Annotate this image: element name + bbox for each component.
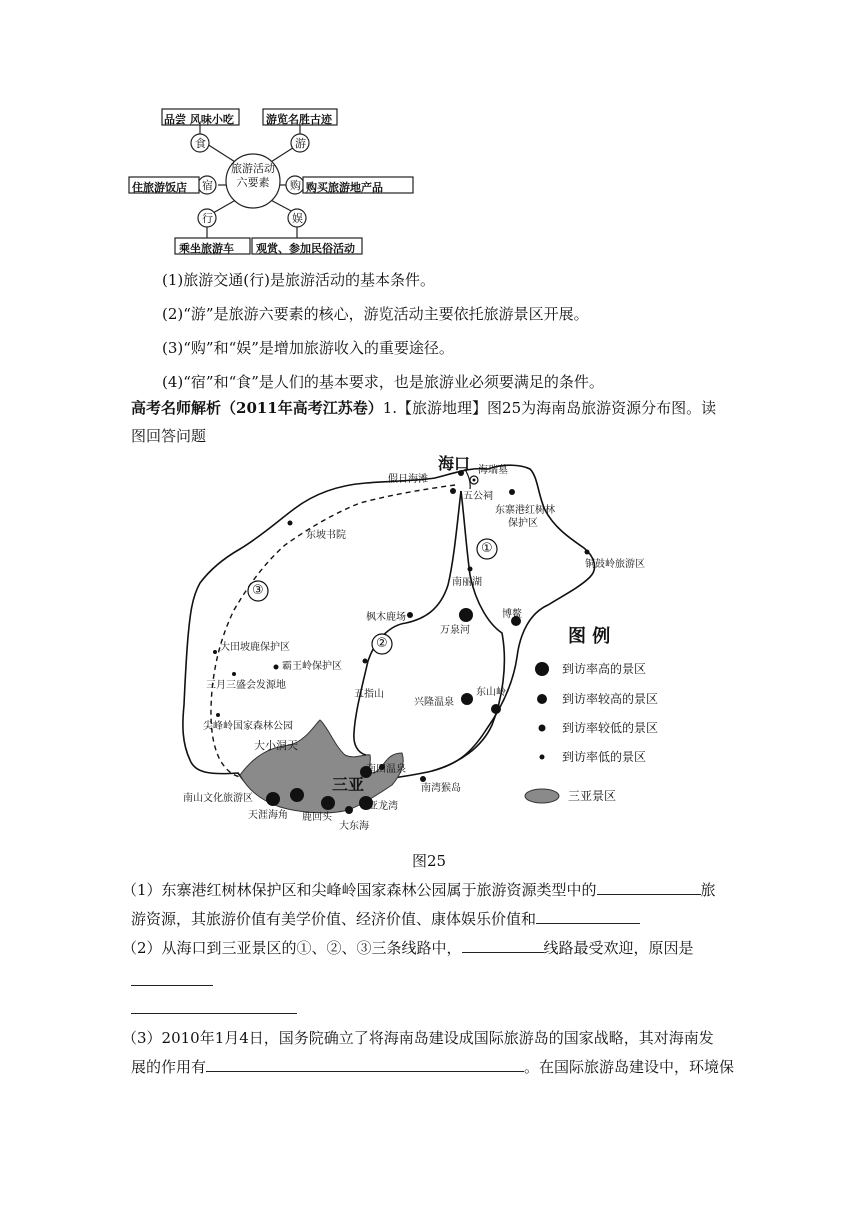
question-intro-rest: 1.【旅游地理】图25为海南岛旅游资源分布图。读 [382,399,717,417]
legend-item-sanya: 三亚景区 [568,789,617,803]
node-label-shi: 品尝 风味小吃 [164,113,234,126]
answer-blank-2a[interactable] [462,938,544,953]
label-wugongci: 五公祠 [463,491,493,502]
label-nanwanhoudao: 南湾猴岛 [421,783,461,794]
legend-item-high: 到访率高的景区 [562,662,647,676]
diagram-center-line1: 旅游活动 [231,162,275,175]
label-sanyuesan: 三月三盛会发源地 [206,680,286,691]
label-jiarihaitan: 假日海滩 [388,474,428,485]
label-sanya: 三亚 [332,775,365,794]
label-nantianwenquan: 南田温泉 [366,764,406,775]
label-nanshan: 南山文化旅游区 [183,793,253,804]
node-char-su: 宿 [202,179,213,192]
point-2: (2)“游”是旅游六要素的核心，游览活动主要依托旅游景区开展。 [162,305,589,323]
question-1-line1 [122,880,716,900]
point-4: (4)“宿”和“食”是人们的基本要求，也是旅游业必须要满足的条件。 [162,373,604,391]
question-intro-bold: 高考名师解析（2011年高考江苏卷） [131,399,383,417]
question-3-text-b: 展的作用有 [131,1058,207,1076]
label-route2: ② [376,636,388,651]
map-labels [170,455,690,840]
label-route1: ① [481,541,493,556]
node-char-gou: 购 [290,179,301,192]
node-label-su: 住旅游饭店 [132,181,187,194]
answer-blank-2c[interactable] [131,1013,297,1014]
legend-item-fairly-low: 到访率较低的景区 [562,721,659,735]
label-daxiaodongtian: 大小洞天 [254,739,298,752]
node-label-yu: 观赏、参加民俗活动 [256,242,355,255]
question-1-line2 [131,909,640,929]
label-dongzhaigang1: 东寨港红树林 [495,505,555,516]
answer-blank-1a[interactable] [597,880,701,895]
label-haikou: 海口 [438,454,471,473]
question-intro [131,398,716,418]
node-char-you: 游 [295,137,306,150]
question-2-text-a: （2）从海口到三亚景区的①、②、③三条线路中， [122,939,462,957]
label-xinglong: 兴隆温泉 [414,697,454,708]
label-tianya: 天涯海角 [248,810,288,821]
legend-item-fairly-high: 到访率较高的景区 [562,692,659,706]
answer-blank-1b[interactable] [536,909,640,924]
question-1-text-c: 游资源，其旅游价值有美学价值、经济价值、康体娱乐价值和 [131,910,537,928]
legend-item-low: 到访率低的景区 [562,750,647,764]
label-route3: ③ [252,583,264,598]
point-1: (1)旅游交通(行)是旅游活动的基本条件。 [162,271,435,289]
question-3-text-c: 。在国际旅游岛建设中，环境保 [524,1058,735,1076]
question-1-text-a: （1）东寨港红树林保护区和尖峰岭国家森林公园属于旅游资源类型中的 [122,881,597,899]
node-label-xing: 乘坐旅游车 [179,242,234,255]
label-dongshanling: 东山岭 [476,687,506,698]
label-boao: 博鳌 [502,609,522,620]
label-dongzhaigang2: 保护区 [508,518,538,529]
point-3: (3)“购”和“娱”是增加旅游收入的重要途径。 [162,339,454,357]
question-2-text-b: 线路最受欢迎，原因是 [543,939,694,957]
node-char-xing: 行 [202,212,213,225]
question-3-line1: （3）2010年1月4日，国务院确立了将海南岛建设成国际旅游岛的国家战略，其对海南发 [122,1029,714,1047]
label-dadonghai: 大东海 [339,821,369,832]
label-bawangling: 霸王岭保护区 [282,661,342,672]
label-luhuitou: 鹿回头 [302,812,332,823]
label-wuzhishan: 五指山 [354,689,384,700]
question-1-text-b: 旅 [700,881,716,899]
node-label-you: 游览名胜古迹 [266,113,332,126]
figure-caption: 图25 [412,852,447,870]
diagram-center-line2: 六要素 [236,176,270,189]
node-label-gou: 购买旅游地产品 [306,181,383,194]
label-dongposhuyuan: 东坡书院 [306,530,346,541]
node-char-shi: 食 [195,137,206,150]
label-fengmu: 枫木鹿场 [366,612,406,623]
question-2-line1 [122,938,694,958]
answer-blank-2b[interactable] [131,985,213,986]
legend-title: 图 例 [568,626,611,647]
label-datian: 大田坡鹿保护区 [220,642,290,653]
question-3-line2 [131,1057,734,1077]
label-jianfengling: 尖峰岭国家森林公园 [203,721,293,732]
label-tonggulin: 铜鼓岭旅游区 [585,559,645,570]
label-yalongwan: 亚龙湾 [368,801,398,812]
label-nanlihu: 南丽湖 [452,577,482,588]
label-wanquanhe: 万泉河 [440,625,470,636]
answer-blank-3[interactable] [206,1057,524,1072]
label-hairuimu: 海瑞墓 [478,465,508,476]
node-char-yu: 娱 [292,212,303,225]
question-intro-line2: 图回答问题 [131,427,207,445]
